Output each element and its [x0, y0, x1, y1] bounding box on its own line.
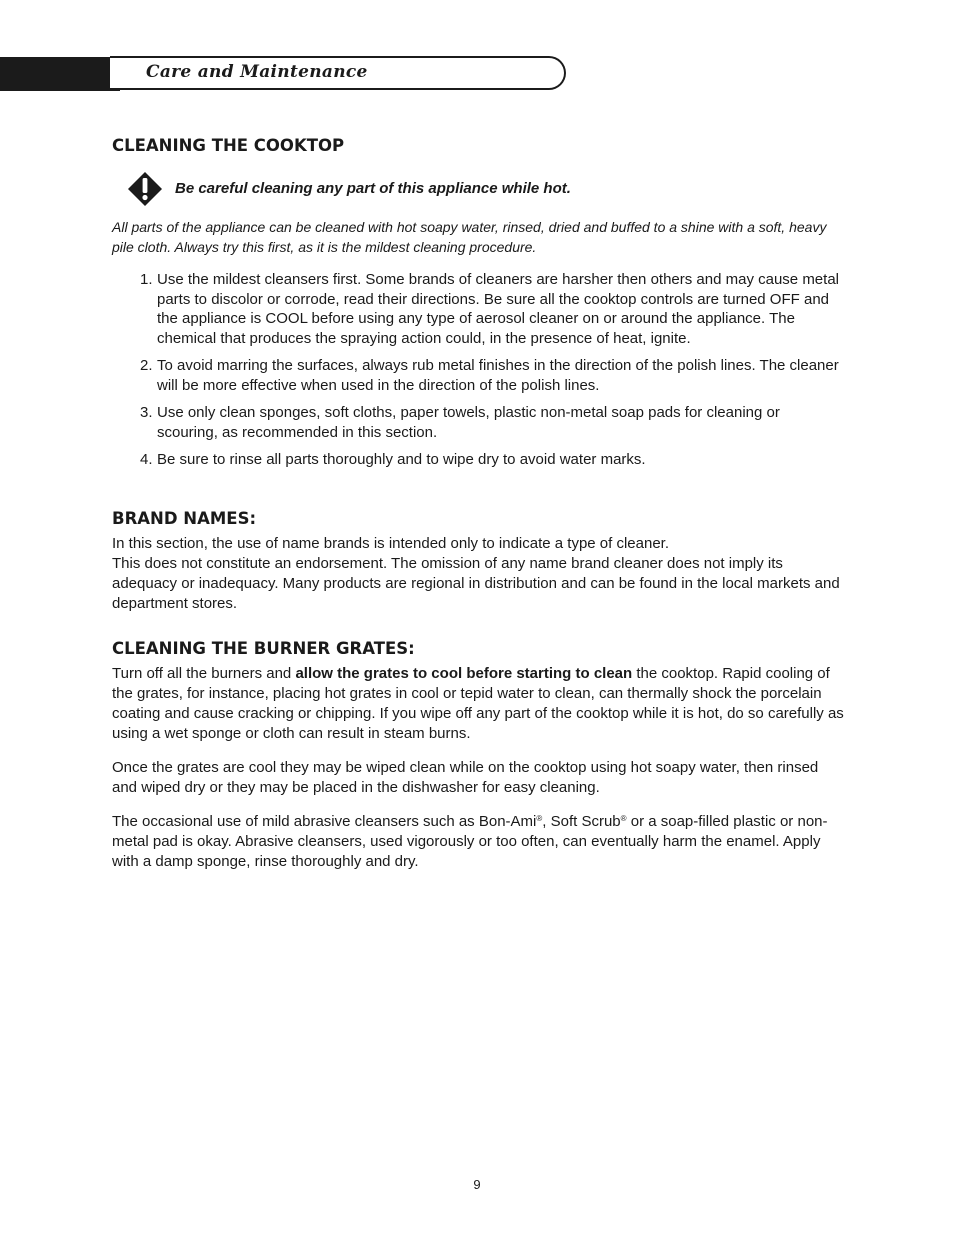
list-item-number: 2. [140, 357, 153, 374]
burner-grates-section [112, 639, 844, 886]
warning-exclamation-icon [128, 172, 162, 206]
warning-text: Be careful cleaning any part of this appliance while hot. [175, 180, 571, 197]
emphasis-text: allow the grates to cool before starting to clean [295, 665, 633, 682]
page-number: 9 [473, 1177, 481, 1192]
list-item [112, 270, 844, 348]
brand-names-line1: In this section, the use of name brands is intended only to indicate a type of cleaner. [112, 535, 670, 552]
warning-callout [128, 172, 848, 206]
list-item-number: 3. [140, 404, 153, 421]
registered-mark: ® [620, 814, 627, 823]
text-span: Turn off all the burners and [112, 665, 296, 682]
text-span: , Soft Scrub [542, 813, 621, 830]
list-item [112, 450, 844, 470]
burner-grates-paragraph-3 [112, 812, 844, 872]
list-item-number: 1. [140, 271, 153, 288]
header-black-bar [0, 57, 120, 91]
registered-mark: ® [536, 814, 543, 823]
section-cleaning-cooktop-heading-wrap [112, 136, 844, 155]
page-title: Care and Maintenance [146, 62, 368, 82]
list-item-number: 4. [140, 451, 153, 468]
intro-block [112, 217, 844, 257]
text-span: or a soap-filled plastic or non-metal pad is okay. Abrasive cleansers, used vigorously or too often, can eventually harm the enamel. Apply with a damp sponge, rinse thoroughly and dry. [112, 813, 828, 870]
list-item-text: Use only clean sponges, soft cloths, paper towels, plastic non-metal soap pads for cleaning or scouring, as recommended in this section. [157, 404, 780, 441]
list-item-text: Be sure to rinse all parts thoroughly and to wipe dry to avoid water marks. [157, 451, 646, 468]
section-heading-cleaning-cooktop: CLEANING THE COOKTOP [112, 136, 345, 155]
list-item-text: Use the mildest cleansers first. Some brands of cleaners are harsher then others and may cause metal parts to discolor or corrode, read their directions. Be sure all the cooktop controls are turned OFF and the appliance is COOL before using any type of aerosol cleaner on or around the appliance. The chemical that produces the spraying action could, in the presence of heat, ignite. [157, 271, 839, 347]
text-span: The occasional use of mild abrasive cleansers such as Bon-Ami [112, 813, 537, 830]
intro-paragraph: All parts of the appliance can be cleaned with hot soapy water, rinsed, dried and buffed to a shine with a soft, heavy pile cloth. Always try this first, as it is the mildest cleaning procedure. [112, 219, 827, 255]
list-item [112, 356, 844, 395]
text-span: the cooktop. Rapid cooling of the grates, for instance, placing hot grates in cool or tepid water to clean, can thermally shock the porcelain coating and cause cracking or chipping. If you wipe off any part of the cooktop while it is hot, do so carefully as using a wet sponge or cloth can result in steam burns. [112, 665, 844, 742]
list-item [112, 403, 844, 442]
section-heading-burner-grates: CLEANING THE BURNER GRATES: [112, 639, 415, 658]
burner-grates-paragraph-2: Once the grates are cool they may be wiped clean while on the cooktop using hot soapy water, then rinsed and wiped dry or they may be placed in the dishwasher for easy cleaning. [112, 759, 819, 796]
burner-grates-paragraph-1 [112, 664, 844, 744]
brand-names-section [112, 509, 844, 614]
section-heading-brand-names: BRAND NAMES: [112, 509, 257, 528]
list-item-text: To avoid marring the surfaces, always rub metal finishes in the direction of the polish lines. The cleaner will be more effective when used in the direction of the polish lines. [157, 357, 839, 394]
cleaning-steps-list [112, 270, 844, 470]
steps-block [112, 270, 844, 478]
brand-names-paragraph: This does not constitute an endorsement. The omission of any name brand cleaner does not imply its adequacy or inadequacy. Many products are regional in distribution and can be found in the local markets and department stores. [112, 555, 840, 612]
